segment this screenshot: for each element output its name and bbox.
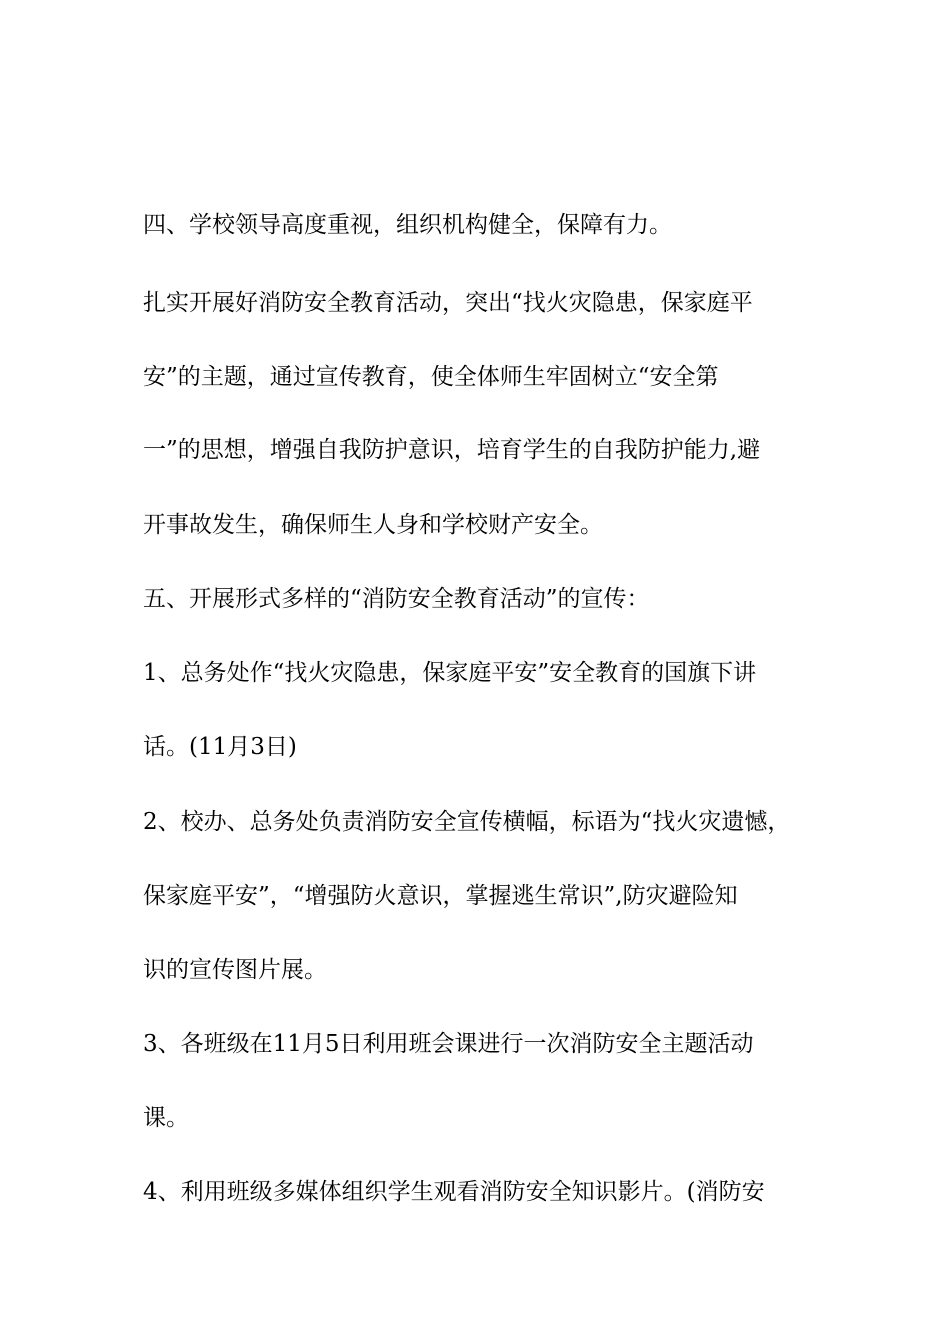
- paragraph-line: 开事故发生，确保师生人身和学校财产安全。: [143, 512, 603, 538]
- list-item-2: 2、校办、总务处负责消防安全宣传横幅，标语为“找火灾遗憾，: [143, 809, 791, 835]
- section-heading-leadership: 四、学校领导高度重视，组织机构健全，保障有力。: [143, 212, 672, 238]
- paragraph-line: 扎实开展好消防安全教育活动，突出“找火灾隐患，保家庭平: [143, 290, 753, 316]
- list-item-1-cont: 话。(11月3日): [143, 734, 297, 760]
- list-item-3-cont: 课。: [143, 1105, 189, 1131]
- paragraph-line: 安”的主题，通过宣传教育，使全体师生牢固树立“安全第: [143, 364, 719, 390]
- list-item-2-cont: 识的宣传图片展。: [143, 957, 327, 983]
- list-item-2-cont: 保家庭平安”，“增强防火意识，掌握逃生常识”,防灾避险知: [143, 883, 738, 909]
- list-item-4: 4、利用班级多媒体组织学生观看消防安全知识影片。(消防安: [143, 1179, 765, 1205]
- list-item-1: 1、总务处作“找火灾隐患，保家庭平安”安全教育的国旗下讲: [143, 660, 757, 686]
- section-heading-publicity: 五、开展形式多样的“消防安全教育活动”的宣传：: [143, 586, 650, 612]
- paragraph-line: 一”的思想，增强自我防护意识，培育学生的自我防护能力,避: [143, 437, 761, 463]
- list-item-3: 3、各班级在11月5日利用班会课进行一次消防安全主题活动: [143, 1031, 754, 1057]
